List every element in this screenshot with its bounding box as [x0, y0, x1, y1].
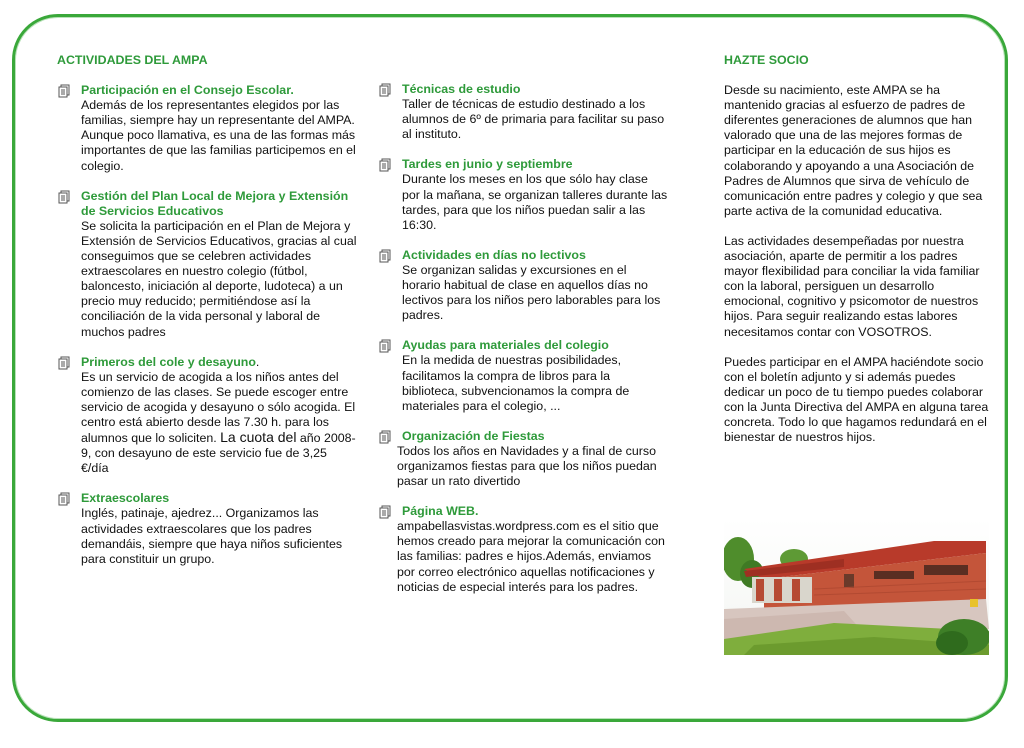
activity-description: Inglés, patinaje, ajedrez... Organizamos las actividades extraescolares que los padres demandáis, siempre que haya niños suficientes para constituir un grupo. — [81, 506, 343, 566]
service-item — [378, 338, 668, 413]
activity-title-suffix: . — [255, 354, 260, 369]
service-title: Página WEB. — [402, 504, 479, 519]
activities-column — [57, 53, 357, 582]
document-stack-icon — [57, 356, 71, 370]
activity-description — [81, 370, 357, 477]
school-building-photo — [724, 519, 989, 655]
service-item — [378, 504, 668, 595]
service-title: Organización de Fiestas — [402, 428, 545, 443]
membership-paragraph: Puedes participar en el AMPA haciéndote socio con el boletín adjunto y si además puedes dedicar un poco de tu tiempo puedes colaborar con la Junta Directiva del AMPA en alguna tarea concreta. Todo lo que hagamos redundará en el bienestar de nuestros hijos. — [724, 354, 989, 445]
document-stack-icon — [378, 505, 392, 519]
document-stack-icon — [378, 430, 392, 444]
service-description: En la medida de nuestras posibilidades, facilitamos la compra de libros para la biblioteca, subvencionamos la compra de materiales para el colegio, ... — [402, 353, 630, 413]
service-item — [378, 157, 668, 232]
description-part: año 2008-9, con desayuno de este servicio fue de 3,25 €/día — [81, 431, 356, 476]
service-item — [378, 429, 668, 489]
service-title: Tardes en junio y septiembre — [402, 157, 573, 172]
service-description: Se organizan salidas y excursiones en el horario habitual de clase en aquellos días no lectivos para los niños pero laborables para los padres. — [402, 262, 661, 323]
activity-item — [57, 355, 357, 477]
activity-title: Participación en el Consejo Escolar. — [81, 83, 294, 98]
activity-title: Extraescolares — [81, 491, 170, 506]
activity-description: Se solicita la participación en el Plan de Mejora y Extensión de Servicios Educativos, gracias al cual conseguimos que se celebren actividades extraescolares en nuestro colegio (fútbol, baloncesto, iniciación al deporte, ludoteca) a un precio muy reducido; permitiéndose así la conciliación de la vida personal y laboral de muchos padres — [81, 218, 357, 339]
activities-heading: ACTIVIDADES DEL AMPA — [57, 53, 208, 67]
document-stack-icon — [378, 158, 392, 172]
activity-description: Además de los representantes elegidos por las familias, siempre hay un representante del AMPA. Aunque poco llamativa, es una de las formas más importantes de que las familias participemos en el colegio. — [81, 98, 356, 173]
service-description: Todos los años en Navidades y a final de curso organizamos fiestas para que los niños puedan pasar un rato divertido — [397, 443, 657, 489]
service-description: ampabellasvistas.wordpress.com es el sitio que hemos creado para mejorar la comunicación con las familias: padres e hijos.Además, enviamos por correo electrónico aquellas notificaciones y noticias de especial interés para los padres. — [397, 519, 665, 594]
services-column — [378, 82, 668, 610]
service-title: Actividades en días no lectivos — [402, 247, 586, 262]
service-description: Durante los meses en los que sólo hay clase por la mañana, se organizan talleres durante las tardes, para que los niños puedan salir a las 16:30. — [402, 172, 668, 232]
activity-title: Gestión del Plan Local de Mejora y Extensión de Servicios Educativos — [81, 188, 349, 218]
activity-title — [81, 355, 357, 370]
service-title: Ayudas para materiales del colegio — [402, 338, 609, 353]
document-stack-icon — [57, 190, 71, 204]
description-part: Es un servicio de acogida a los niños antes del comienzo de las clases. Se puede escoger entre servicio de acogida y desayuno o sólo acogida. El centro está abierto desde las 7.30 h. para los alumnos que lo soliciten. — [81, 369, 356, 446]
description-emphasis: La cuota del — [220, 429, 297, 446]
service-description: Taller de técnicas de estudio destinado a los alumnos de 6º de primaria para facilitar su paso al instituto. — [402, 97, 665, 142]
document-stack-icon — [57, 492, 71, 506]
activity-title-text: Primeros del cole y desayuno — [81, 354, 256, 369]
activity-item — [57, 189, 357, 340]
document-stack-icon — [378, 339, 392, 353]
membership-paragraph: Las actividades desempeñadas por nuestra asociación, aparte de permitir a los padres mayor flexibilidad para conciliar la vida familiar con la laboral, persiguen un desarrollo emocional, cognitivo y psicomotor de nuestros hijos. Para seguir realizando estas labores necesitamos contar con VOSOTROS. — [724, 233, 980, 339]
membership-heading: HAZTE SOCIO — [724, 53, 809, 67]
document-stack-icon — [378, 249, 392, 263]
service-item — [378, 248, 668, 323]
service-title: Técnicas de estudio — [402, 82, 521, 96]
activity-item — [57, 491, 357, 566]
membership-paragraph: Desde su nacimiento, este AMPA se ha mantenido gracias al esfuerzo de padres de diferentes generaciones de alumnos que han valorado que una de las mejores formas de participar en la educación de sus hijos es colaborando y apoyando a una Asociación de Padres de Alumnos que sirva de vehículo de comunicación entre padres y colegio y que sea parte activa de la comunidad educativa. — [724, 83, 983, 218]
activity-item — [57, 83, 357, 174]
membership-column — [724, 53, 994, 460]
service-item — [378, 82, 668, 142]
document-stack-icon — [57, 84, 71, 98]
document-stack-icon — [378, 83, 392, 97]
